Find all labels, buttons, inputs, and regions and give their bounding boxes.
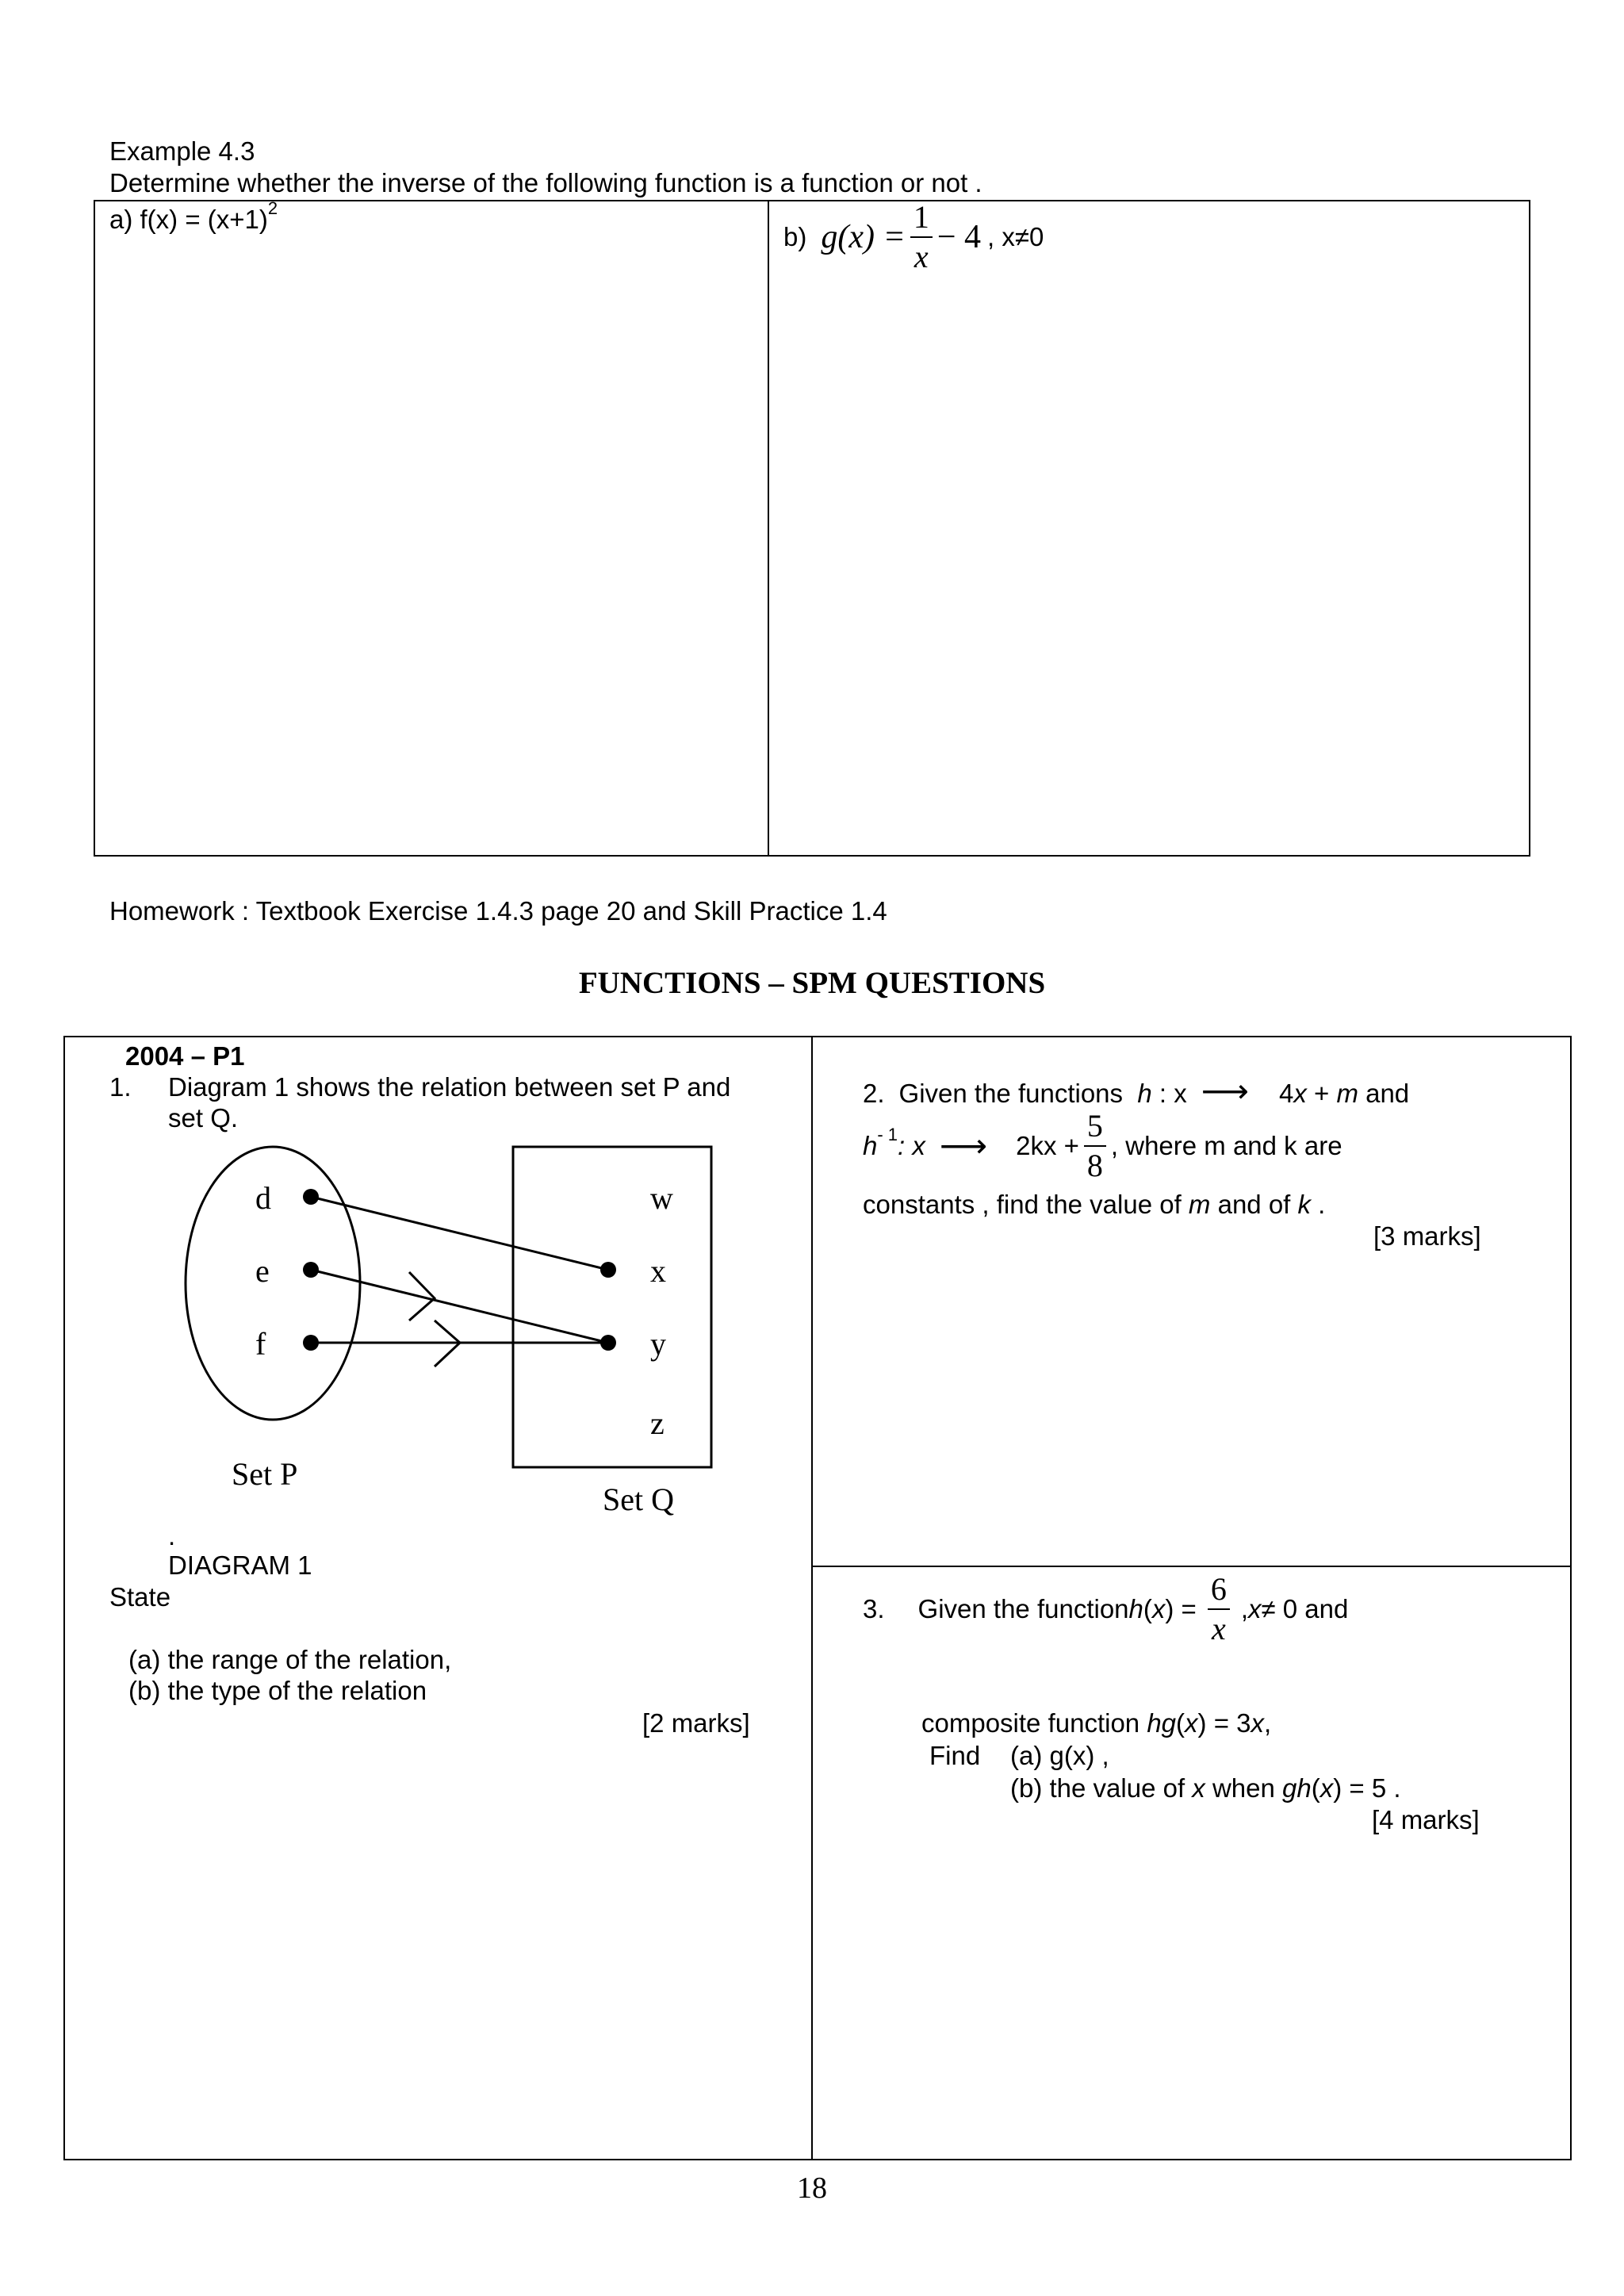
q3-comp-b: ( — [1176, 1708, 1185, 1738]
q2-rhs1-m: m — [1336, 1079, 1358, 1108]
q3-frac-num: 6 — [1210, 1571, 1227, 1607]
q3-part-a: (a) g(x) , — [1010, 1741, 1109, 1770]
q3-part-b-c: ( — [1311, 1773, 1320, 1803]
example-instruction: Determine whether the inverse of the following function is a function or not . — [109, 168, 982, 197]
q3-cond-b: ≠ 0 and — [1261, 1594, 1349, 1624]
q1-number: 1. — [109, 1072, 132, 1102]
maps-to-arrow-icon: ⟶ — [1201, 1072, 1249, 1110]
q3-part-b-d: ) = 5 . — [1333, 1773, 1401, 1803]
dot-x — [600, 1262, 616, 1278]
q1-year: 2004 – P1 — [125, 1041, 245, 1071]
diagram-caption-dot: . — [168, 1521, 176, 1550]
q1-part-b: (b) the type of the relation — [128, 1676, 427, 1705]
q3-given-h: h — [1128, 1594, 1143, 1624]
q2-line3-m: m — [1188, 1190, 1211, 1219]
set-q-box — [513, 1147, 711, 1467]
q2-line3 — [863, 1190, 1325, 1220]
q2-frac-den: 8 — [1086, 1148, 1103, 1183]
q3-comp-c: ) = 3 — [1197, 1708, 1251, 1738]
q3-fraction — [1208, 1573, 1230, 1645]
fraction-bar — [1084, 1145, 1106, 1147]
q2-line3-k: k — [1297, 1190, 1312, 1219]
dot-y — [600, 1335, 616, 1351]
q3-comp-a: composite function — [921, 1708, 1147, 1738]
page-number: 18 — [797, 2171, 827, 2205]
q3-given-x: x — [1151, 1594, 1166, 1624]
q3-comp-x: x — [1185, 1708, 1198, 1738]
part-b-frac-den: x — [914, 239, 929, 274]
set-q-element-x: x — [650, 1253, 666, 1289]
q3-given-a: Given the function — [917, 1594, 1129, 1624]
q3-find: Find — [929, 1741, 981, 1770]
q3-part-b-gh: gh — [1282, 1773, 1312, 1803]
set-p-ellipse — [186, 1147, 360, 1420]
q2-fraction — [1084, 1110, 1106, 1182]
q2-line2 — [863, 1110, 1342, 1182]
q2-number: 2. — [863, 1079, 885, 1108]
q2-colon-x: : x — [1151, 1079, 1187, 1108]
q2-h: h — [1137, 1079, 1152, 1108]
q3-given-c: ) = — [1165, 1594, 1197, 1624]
q2-rhs1-and: and — [1358, 1079, 1410, 1108]
set-q-label: Set Q — [603, 1481, 674, 1517]
part-b-label: b) — [783, 222, 807, 252]
q3-line1 — [863, 1573, 1348, 1645]
q2-hinv-colon-x: : x — [898, 1131, 925, 1161]
q3-part-b — [1010, 1773, 1401, 1803]
q1-state: State — [109, 1582, 171, 1612]
set-q-element-z: z — [650, 1405, 665, 1441]
example-heading: Example 4.3 — [109, 136, 255, 166]
q3-given-b: ( — [1143, 1594, 1152, 1624]
set-q-element-y: y — [650, 1326, 666, 1362]
part-a-exponent: 2 — [267, 198, 278, 218]
set-p-element-e: e — [255, 1253, 270, 1289]
set-p-element-d: d — [255, 1180, 271, 1216]
q3-part-b-b: when — [1205, 1773, 1283, 1803]
q3-number: 3. — [863, 1594, 885, 1624]
q2-marks: [3 marks] — [1373, 1221, 1481, 1251]
q3-comp-hg: hg — [1147, 1708, 1177, 1738]
q2-rhs2: 2kx + — [1016, 1131, 1079, 1161]
q2-rhs2-tail: , where m and k are — [1110, 1131, 1342, 1161]
q3-comp-x2: x — [1251, 1708, 1264, 1738]
q2-given: Given the functions — [898, 1079, 1124, 1108]
q2-rhs1-plus: + — [1306, 1079, 1337, 1108]
q2-frac-num: 5 — [1086, 1108, 1103, 1144]
part-b-lhs: g(x) = — [821, 218, 906, 255]
q3-frac-den: x — [1211, 1611, 1226, 1646]
q1-text-line2: set Q. — [168, 1103, 239, 1133]
set-p-label: Set P — [232, 1456, 298, 1492]
q3-cond-a: , — [1240, 1594, 1248, 1624]
q2-line1 — [863, 1072, 1409, 1110]
q2-line3-a: constants , find the value of — [863, 1190, 1189, 1219]
q1-text-line1: Diagram 1 shows the relation between set P and — [168, 1072, 731, 1102]
q2-line3-c: . — [1311, 1190, 1326, 1219]
set-p-element-f: f — [255, 1326, 266, 1362]
part-b-minus: − 4 — [936, 218, 981, 255]
dot-e — [303, 1262, 319, 1278]
q2-line3-b: and of — [1210, 1190, 1298, 1219]
q3-part-b-x2: x — [1320, 1773, 1334, 1803]
q3-marks: [4 marks] — [1372, 1805, 1480, 1834]
dot-f — [303, 1335, 319, 1351]
q2-hinv-h: h — [863, 1131, 878, 1161]
part-b-condition: , x≠0 — [987, 222, 1044, 252]
arrow-d-to-x — [311, 1197, 608, 1270]
section-title: FUNCTIONS – SPM QUESTIONS — [578, 966, 1046, 1000]
set-q-element-w: w — [650, 1180, 673, 1216]
diagram-caption: DIAGRAM 1 — [168, 1550, 312, 1580]
part-a-text: a) f(x) = (x+1) — [109, 205, 268, 234]
q2-rhs1-coef: 4 — [1278, 1079, 1294, 1108]
dot-d — [303, 1189, 319, 1205]
maps-to-arrow-icon: ⟶ — [939, 1126, 988, 1164]
q2-rhs1-var: x — [1293, 1079, 1307, 1108]
q1-marks: [2 marks] — [642, 1708, 750, 1738]
q3-part-b-a: (b) the value of — [1010, 1773, 1193, 1803]
q3-cond-x: x — [1248, 1594, 1262, 1624]
q1-part-a: (a) the range of the relation, — [128, 1645, 452, 1674]
fraction-bar — [1208, 1608, 1230, 1610]
q2-hinv-exp: - 1 — [877, 1125, 898, 1145]
q3-part-b-x: x — [1192, 1773, 1205, 1803]
part-b-frac-num: 1 — [913, 199, 929, 235]
q3-comp-d: , — [1264, 1708, 1272, 1738]
homework-note: Homework : Textbook Exercise 1.4.3 page 20 and Skill Practice 1.4 — [109, 896, 887, 926]
q3-composite — [921, 1708, 1271, 1738]
